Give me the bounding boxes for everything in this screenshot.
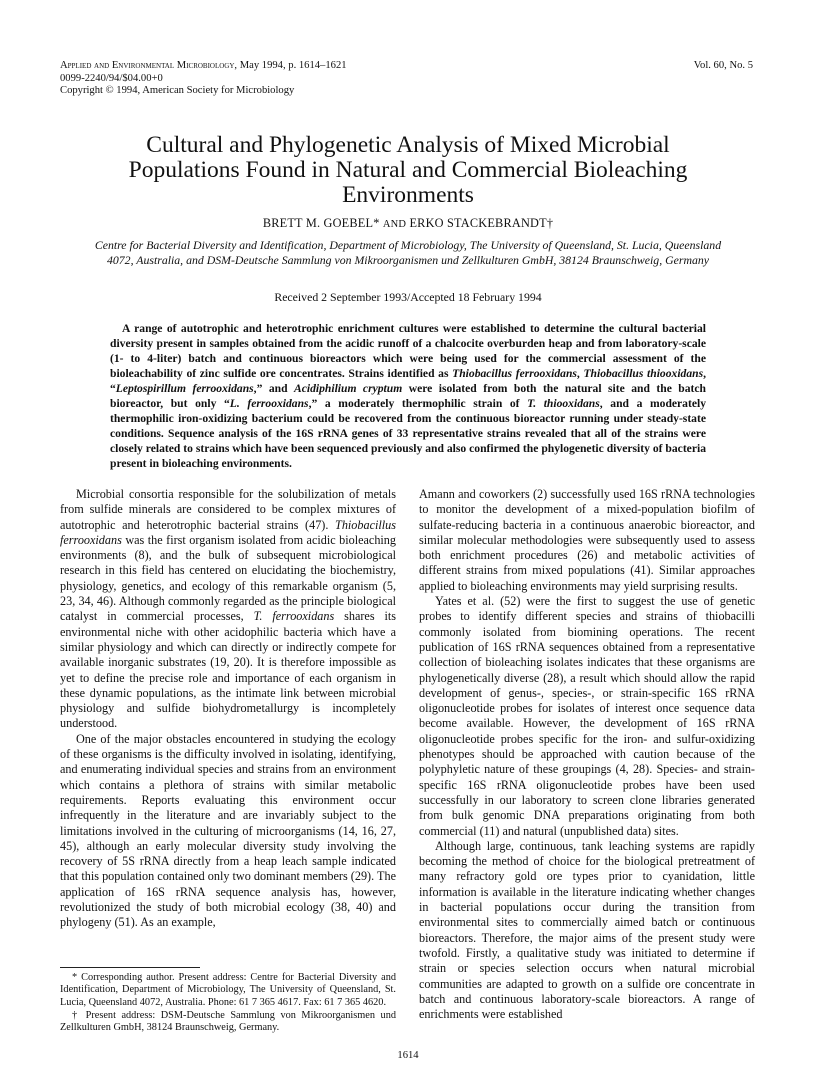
species-name: Thiobacillus ferrooxidans: [452, 367, 577, 380]
affiliation: Centre for Bacterial Diversity and Identification, Department of Microbiology, The University of Queensland, St. Lucia, Queensland 4072, Australia, and DSM-Deutsche Sammlung von Mikroorganismen und Zellkulturen GmbH, 38124 Braunschweig, Germany: [94, 238, 722, 267]
copyright: Copyright © 1994, American Society for Microbiology: [60, 85, 295, 96]
running-header: [60, 60, 753, 98]
journal-citation: [60, 60, 753, 73]
species-name: T. thiooxidans: [527, 397, 600, 410]
volume-number: Vol. 60, No. 5: [693, 60, 753, 71]
author-name: ERKO STACKEBRANDT†: [409, 216, 554, 230]
body-paragraph: Amann and coworkers (2) successfully used 16S rRNA technologies to monitor the development of a mixed-population biofilm of sulfate-reducing bacteria in a continuous anaerobic bioreactor, and similar molecular methodologies were subsequently used to assess both enrichment procedures (26) and metabolic activities of different strains from mixed populations (41). Similar approaches applied to bioleaching environments may yield surprising results.: [419, 487, 755, 593]
author-conjunction: AND: [382, 219, 407, 230]
body-paragraph: One of the major obstacles encountered in studying the ecology of these organisms is the difficulty involved in isolating, identifying, and enumerating individual species and strains from an environment which contains a plethora of strains with similar metabolic requirements. Reports evaluating this environment occur infrequently in the literature and are invariably subject to the limitations involved in the culturing of microorganisms (14, 16, 27, 45), although an early molecular diversity study involving the recovery of 5S rRNA directly from a heap leach sample indicated that this population contained only two dominant members (29). The application of 16S rRNA sequence analysis has, however, revolutionized the study of both microbial ecology (38, 40) and phylogeny (51). As an example,: [60, 731, 396, 930]
species-name: L. ferrooxidans: [229, 397, 309, 410]
body-column-left: [60, 487, 396, 931]
footnote-corresponding-author: * Corresponding author. Present address: Centre for Bacterial Diversity and Identification, Department of Microbiology, The University of Queensland, St. Lucia, Queensland 4072, Australia. Phone: 61 7 365 4617. Fax: 61 7 365 4620.: [60, 972, 396, 1008]
received-dates: Received 2 September 1993/Accepted 18 February 1994: [274, 290, 542, 304]
body-column-right: [419, 487, 755, 1022]
article-title: Cultural and Phylogenetic Analysis of Mixed Microbial Populations Found in Natural and Commercial Bioleaching Environments: [128, 132, 688, 208]
authors: [80, 216, 736, 231]
journal-name: Applied and Environmental Microbiology: [60, 60, 235, 71]
species-name: Thiobacillus thiooxidans: [583, 367, 704, 380]
footnotes: [60, 972, 396, 1035]
footnote-rule: [60, 967, 200, 968]
body-paragraph: Microbial consortia responsible for the solubilization of metals from sulfide minerals are considered to be complex mixtures of autotrophic and heterotrophic bacterial strains (47). Thiobacillus ferrooxidans was the first organism isolated from acidic bioleaching environments (8), and the bulk of subsequent microbiological research in this field has centered on elucidating the biochemistry, physiology, genetics, and ecology of this remarkable organism (5, 23, 34, 46). Although commonly regarded as the principle biological catalyst in commercial processes, T. ferrooxidans shares its environmental niche with other acidophilic bacteria which have a similar physiology and which can directly or indirectly compete for available inorganic substrates (19, 20). It is therefore impossible as yet to define the precise role and importance of each organism in these dynamic populations, as the intimate link between microbial physiology and sulfide biohydrometallurgy is incompletely understood.: [60, 487, 396, 731]
abstract: A range of autotrophic and heterotrophic enrichment cultures were established to determine the cultural bacterial diversity present in samples obtained from the acidic runoff of a chalcocite overburden heap and from laboratory-scale (1- to 4-liter) batch and continuous bioreactors which were being used for the commercial assessment of the bioleachability of zinc sulfide ore concentrates. Strains identified as Thiobacillus ferrooxidans, Thiobacillus thiooxidans, “Leptospirillum ferrooxidans,” and Acidiphilium cryptum were isolated from both the natural site and the batch bioreactor, but only “L. ferrooxidans,” a moderately thermophilic strain of T. thiooxidans, and a moderately thermophilic iron-oxidizing bacterium could be recovered from the continuous bioreactor running under steady-state conditions. Sequence analysis of the 16S rRNA genes of 33 representative strains revealed that all of the strains were closely related to strains which have been sequenced previously and also confirmed the phylogenetic diversity of bacteria present in bioleaching environments.: [110, 322, 707, 470]
author-name: BRETT M. GOEBEL*: [262, 216, 380, 230]
page-number: 1614: [397, 1050, 419, 1061]
footnote-present-address: † Present address: DSM-Deutsche Sammlung von Mikroorganismen und Zellkulturen GmbH, 38124 Braunschweig, Germany.: [60, 1009, 396, 1034]
body-paragraph: Yates et al. (52) were the first to suggest the use of genetic probes to identify different species and strains of thiobacilli commonly isolated from biomining operations. The recent publication of 16S rRNA sequences obtained from a representative collection of bioleaching isolates indicates that these organisms are phylogenetically diverse (28), a result which should allow the rapid development of genus-, species-, or strain-specific 16S rRNA oligonucleotide probes for isolates of interest once sequence data become available. However, the development of 16S rRNA oligonucleotide probes specific for the iron- and sulfur-oxidizing phenotypes should be approached with caution because of the polyphyletic nature of these groupings (4, 28). Species- and strain-specific 16S rRNA oligonucleotide probes have been used successfully in our laboratory to screen clone libraries generated from bulk genomic DNA preparations originating from both commercial (11) and natural (unpublished data) sites.: [419, 594, 755, 838]
journal-code: 0099-2240/94/$04.00+0: [60, 72, 163, 84]
species-name: Acidiphilium cryptum: [293, 382, 403, 395]
body-paragraph: Although large, continuous, tank leaching systems are rapidly becoming the method of choice for the biological pretreatment of many refractory gold ore types prior to cyanidation, little information is available in the literature indicating whether changes in bacterial populations occur during the transition from environmental sites to commercially aimed batch or continuous bioreactors. Therefore, the major aims of the present study were twofold. Firstly, a qualitative study was initiated to determine if strain or species selection occurs when natural microbial communities are adapted to growth on a sulfide ore concentrate in batch and continuous laboratory-scale bioreactors. A range of enrichments were established: [419, 838, 755, 1022]
species-name: Leptospirillum ferrooxidans: [115, 382, 254, 395]
journal-issue: , May 1994, p. 1614–1621: [234, 60, 347, 71]
